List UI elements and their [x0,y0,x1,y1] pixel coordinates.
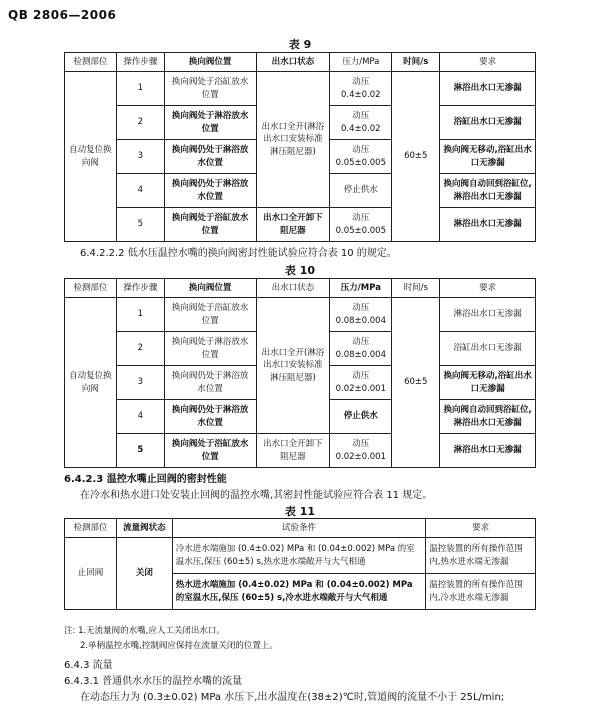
cell-valve: 换向阀处于淋浴放水位置 [164,106,256,140]
cell-part: 自动复位换向阀 [65,298,117,468]
cell-part: 自动复位换向阀 [65,72,117,242]
cell-valve: 换向阀仍处于淋浴放水位置 [164,140,256,174]
table-header-row [65,279,536,298]
cell-req: 淋浴出水口无渗漏 [440,72,536,106]
cell-valve: 换向阀仍处于淋浴放水位置 [164,174,256,208]
cell-req: 换向阀自动回到浴缸位,淋浴出水口无渗漏 [440,174,536,208]
cell-valve: 换向阀仍处于淋浴放水位置 [164,400,256,434]
cell-valve: 换向阀处于浴缸放水位置 [164,434,256,468]
cell-req: 浴缸出水口无渗漏 [440,106,536,140]
cell-req: 换向阀自动回到浴缸位,淋浴出水口无渗漏 [440,400,536,434]
col-header: 检测部位 [65,53,117,72]
cell-state: 关闭 [116,538,172,610]
table-row [65,434,536,468]
cell-step: 4 [116,174,164,208]
col-header: 换向阀位置 [164,53,256,72]
col-header: 要求 [440,279,536,298]
col-header: 试验条件 [172,519,425,538]
cell-step: 3 [116,366,164,400]
cell-req: 换向阀无移动,浴缸出水口无渗漏 [440,140,536,174]
clause-6-4-3: 6.4.3 流量 [64,660,113,671]
cell-outlet: 出水口全开(淋浴出水口安装标准淋压阻尼器) [256,72,330,208]
col-header: 出水口状态 [256,279,330,298]
clause-6-4-2-3-body: 在冷水和热水进口处安装止回阀的温控水嘴,其密封性能试验应符合表 11 规定。 [80,490,433,501]
col-header: 操作步骤 [116,279,164,298]
cell-pressure: 动压 0.05±0.005 [330,140,392,174]
table-row [65,298,536,332]
cell-pressure: 动压 0.08±0.004 [330,298,392,332]
table-header-row [65,53,536,72]
standard-number: QB 2806—2006 [8,8,117,22]
cell-step: 4 [116,400,164,434]
cell-req: 温控装置的所有操作范围内,热水进水端无渗漏 [426,538,536,574]
note-1: 注: 1.无流量阀的水嘴,应人工关闭出水口。 [64,626,225,636]
table-header-row [65,519,536,538]
col-header: 要求 [426,519,536,538]
cell-pressure: 动压 0.05±0.005 [330,208,392,242]
col-header: 压力/MPa [330,279,392,298]
cell-req: 淋浴出水口无渗漏 [440,434,536,468]
cell-outlet: 出水口全开(淋浴出水口安装标准淋压阻尼器) [256,298,330,434]
col-header: 换向阀位置 [164,279,256,298]
cell-valve: 换向阀仍处于淋浴放水位置 [164,366,256,400]
cell-pressure: 停止供水 [330,174,392,208]
table-11 [64,518,536,610]
cell-pressure: 动压 0.02±0.001 [330,366,392,400]
col-header: 操作步骤 [116,53,164,72]
col-header: 检测部位 [65,519,117,538]
table11-caption: 表 11 [284,505,316,518]
col-header: 检测部位 [65,279,117,298]
cell-step: 2 [116,332,164,366]
cell-req: 淋浴出水口无渗漏 [440,298,536,332]
clause-6-4-2-3-title: 6.4.2.3 温控水嘴止回阀的密封性能 [64,474,227,485]
cell-valve: 换向阀处于浴缸放水位置 [164,72,256,106]
cell-time: 60±5 [392,298,440,468]
table10-caption: 表 10 [284,264,316,277]
cell-step: 1 [116,298,164,332]
cell-valve: 换向阀处于浴缸放水位置 [164,208,256,242]
cell-condition: 热水进水端施加 (0.4±0.02) MPa 和 (0.04±0.002) MPa 的室温水压,保压 (60±5) s,冷水进水端敞开与大气相通 [172,574,425,610]
cell-valve: 换向阀处于淋浴放水位置 [164,332,256,366]
table-row [65,72,536,106]
cell-step: 2 [116,106,164,140]
cell-pressure: 动压 0.08±0.004 [330,332,392,366]
cell-part: 止回阀 [65,538,117,610]
cell-step: 5 [116,208,164,242]
cell-req: 浴缸出水口无渗漏 [440,332,536,366]
cell-req: 淋浴出水口无渗漏 [440,208,536,242]
col-header: 流量阀状态 [116,519,172,538]
col-header: 要求 [440,53,536,72]
col-header: 压力/MPa [330,53,392,72]
cell-condition: 冷水进水端施加 (0.4±0.02) MPa 和 (0.04±0.002) MPa 的室温水压,保压 (60±5) s,热水进水端敞开与大气相通 [172,538,425,574]
cell-outlet: 出水口全开卸下阻尼器 [256,208,330,242]
cell-step: 5 [116,434,164,468]
col-header: 时间/s [392,279,440,298]
cell-pressure: 停止供水 [330,400,392,434]
clause-6-4-3-1-body: 在动态压力为 (0.3±0.02) MPa 水压下,出水温度在(38±2)℃时,管道阀的流量不小于 25L/min; [80,692,505,703]
table-9 [64,52,536,242]
cell-req: 温控装置的所有操作范围内,冷水进水端无渗漏 [426,574,536,610]
note-2: 2.单柄温控水嘴,控制阀应保持在流量关闭的位置上。 [80,641,278,651]
cell-outlet: 出水口全开卸下阻尼器 [256,434,330,468]
table9-caption: 表 9 [288,38,312,51]
cell-step: 3 [116,140,164,174]
col-header: 出水口状态 [256,53,330,72]
table-row [65,208,536,242]
col-header: 时间/s [392,53,440,72]
cell-step: 1 [116,72,164,106]
cell-pressure: 动压 0.4±0.02 [330,72,392,106]
cell-valve: 换向阀处于浴缸放水位置 [164,298,256,332]
cell-pressure: 动压 0.02±0.001 [330,434,392,468]
cell-req: 换向阀无移动,浴缸出水口无渗漏 [440,366,536,400]
clause-6-4-2-2-2: 6.4.2.2.2 低水压温控水嘴的换向阀密封性能试验应符合表 10 的规定。 [80,248,397,259]
clause-6-4-3-1: 6.4.3.1 普通供水水压的温控水嘴的流量 [64,676,243,687]
cell-time: 60±5 [392,72,440,242]
table-10 [64,278,536,468]
table-row [65,538,536,574]
cell-pressure: 动压 0.4±0.02 [330,106,392,140]
